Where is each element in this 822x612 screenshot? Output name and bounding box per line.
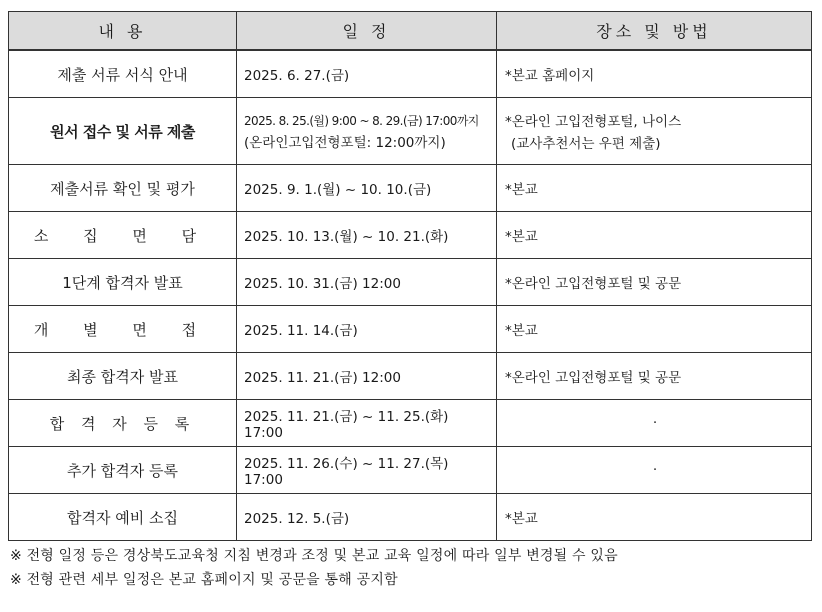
row-date-note: (온라인고입전형포털: 12:00까지) <box>244 134 446 151</box>
row-date: 2025. 11. 21.(금) ~ 11. 25.(화) 17:00 <box>237 400 497 447</box>
row-content: 소 집 면 담 <box>9 212 237 259</box>
footnote: ※ 전형 관련 세부 일정은 본교 홈페이지 및 공문을 통해 공지함 <box>10 572 398 588</box>
row-date: 2025. 6. 27.(금) <box>237 50 497 98</box>
row-date: 2025. 11. 26.(수) ~ 11. 27.(목) 17:00 <box>237 447 497 494</box>
table-row <box>9 259 812 306</box>
row-content: 원서 접수 및 서류 제출 <box>9 98 237 165</box>
header-content: 내 용 <box>9 12 237 51</box>
row-date: 2025. 12. 5.(금) <box>237 494 497 541</box>
row-place: *본교 <box>497 212 812 259</box>
row-date: 2025. 11. 14.(금) <box>237 306 497 353</box>
row-place: *온라인 고입전형포털 및 공문 <box>497 259 812 306</box>
row-content: 합격자 예비 소집 <box>9 494 237 541</box>
row-date: 2025. 10. 13.(월) ~ 10. 21.(화) <box>237 212 497 259</box>
header-place: 장소 및 방법 <box>497 12 812 51</box>
row-content: 최종 합격자 발표 <box>9 353 237 400</box>
row-date: 2025. 10. 31.(금) 12:00 <box>237 259 497 306</box>
table-header-row <box>9 12 812 51</box>
table-row <box>9 447 812 494</box>
row-date-main: 2025. 8. 25.(월) 9:00 ~ 8. 29.(금) 17:00까지 <box>244 113 479 128</box>
row-date: 2025. 9. 1.(월) ~ 10. 10.(금) <box>237 165 497 212</box>
table-row <box>9 98 812 165</box>
row-content: 추가 합격자 등록 <box>9 447 237 494</box>
header-date: 일 정 <box>237 12 497 51</box>
row-place: *본교 홈페이지 <box>497 50 812 98</box>
row-place: *본교 <box>497 165 812 212</box>
row-content: 합 격 자 등 록 <box>9 400 237 447</box>
row-content: 1단계 합격자 발표 <box>9 259 237 306</box>
row-place-main: *온라인 고입전형포털, 나이스 <box>505 114 682 130</box>
footnotes <box>10 544 814 592</box>
row-place: · <box>497 400 812 447</box>
table-row <box>9 353 812 400</box>
row-place <box>497 98 812 165</box>
row-content: 제출서류 확인 및 평가 <box>9 165 237 212</box>
row-date: 2025. 11. 21.(금) 12:00 <box>237 353 497 400</box>
row-content: 개 별 면 접 <box>9 306 237 353</box>
row-content: 제출 서류 서식 안내 <box>9 50 237 98</box>
row-date <box>237 98 497 165</box>
table-row <box>9 494 812 541</box>
table-row <box>9 212 812 259</box>
row-place: · <box>497 447 812 494</box>
table-row <box>9 50 812 98</box>
table-row <box>9 306 812 353</box>
row-place: *온라인 고입전형포털 및 공문 <box>497 353 812 400</box>
table-row <box>9 165 812 212</box>
admission-schedule-table <box>8 11 812 541</box>
row-place: *본교 <box>497 306 812 353</box>
table-row <box>9 400 812 447</box>
row-place-note: (교사추천서는 우편 제출) <box>511 136 661 152</box>
footnote: ※ 전형 일정 등은 경상북도교육청 지침 변경과 조정 및 본교 교육 일정에 따라 일부 변경될 수 있음 <box>10 548 618 564</box>
row-place: *본교 <box>497 494 812 541</box>
